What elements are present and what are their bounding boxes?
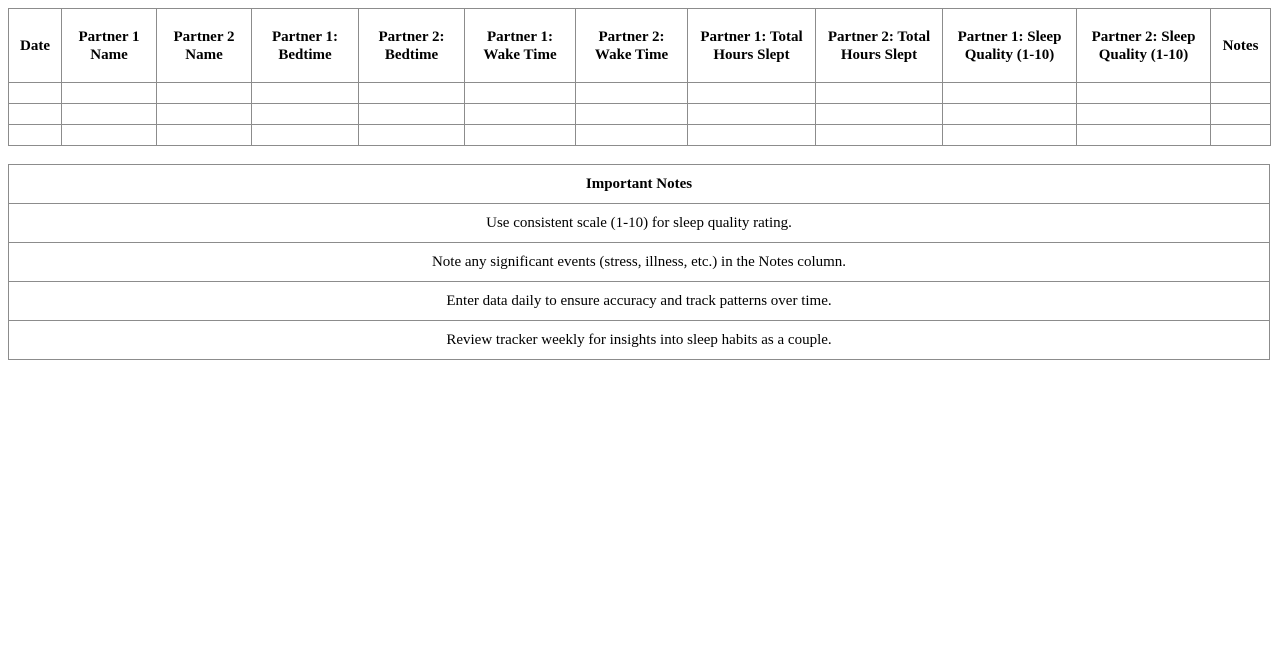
table-cell[interactable] [1077, 125, 1211, 146]
table-cell[interactable] [9, 83, 62, 104]
table-cell[interactable] [1211, 125, 1271, 146]
table-row [9, 125, 1271, 146]
table-cell[interactable] [252, 83, 359, 104]
header-notes: Notes [1211, 9, 1271, 83]
table-cell[interactable] [1077, 83, 1211, 104]
table-cell[interactable] [9, 104, 62, 125]
table-cell[interactable] [157, 104, 252, 125]
sleep-tracker-table [8, 8, 1271, 146]
list-item [9, 321, 1270, 360]
table-cell[interactable] [943, 83, 1077, 104]
table-cell[interactable] [157, 83, 252, 104]
table-cell[interactable] [359, 83, 465, 104]
header-partner2-name: Partner 2 Name [157, 9, 252, 83]
header-partner2-total-hours: Partner 2: Total Hours Slept [816, 9, 943, 83]
list-item [9, 204, 1270, 243]
table-cell[interactable] [688, 125, 816, 146]
header-partner2-bedtime: Partner 2: Bedtime [359, 9, 465, 83]
table-cell[interactable] [1077, 104, 1211, 125]
table-row [9, 83, 1271, 104]
note-text: Review tracker weekly for insights into sleep habits as a couple. [9, 321, 1270, 360]
table-cell[interactable] [252, 125, 359, 146]
list-item [9, 282, 1270, 321]
header-partner2-wake-time: Partner 2: Wake Time [576, 9, 688, 83]
notes-title: Important Notes [9, 165, 1270, 204]
header-partner1-wake-time: Partner 1: Wake Time [465, 9, 576, 83]
table-cell[interactable] [688, 83, 816, 104]
table-cell[interactable] [576, 104, 688, 125]
table-cell[interactable] [9, 125, 62, 146]
table-cell[interactable] [576, 125, 688, 146]
table-cell[interactable] [1211, 104, 1271, 125]
header-partner1-total-hours: Partner 1: Total Hours Slept [688, 9, 816, 83]
header-partner1-sleep-quality: Partner 1: Sleep Quality (1-10) [943, 9, 1077, 83]
table-cell[interactable] [943, 104, 1077, 125]
table-cell[interactable] [816, 104, 943, 125]
page-content [8, 8, 1270, 360]
table-cell[interactable] [465, 125, 576, 146]
table-cell[interactable] [688, 104, 816, 125]
table-cell[interactable] [62, 125, 157, 146]
table-cell[interactable] [576, 83, 688, 104]
list-item [9, 243, 1270, 282]
table-row [9, 104, 1271, 125]
table-cell[interactable] [62, 104, 157, 125]
table-cell[interactable] [816, 83, 943, 104]
table-cell[interactable] [1211, 83, 1271, 104]
table-cell[interactable] [252, 104, 359, 125]
header-partner1-name: Partner 1 Name [62, 9, 157, 83]
table-cell[interactable] [62, 83, 157, 104]
note-text: Enter data daily to ensure accuracy and track patterns over time. [9, 282, 1270, 321]
table-cell[interactable] [359, 125, 465, 146]
table-cell[interactable] [943, 125, 1077, 146]
table-cell[interactable] [157, 125, 252, 146]
table-cell[interactable] [465, 104, 576, 125]
notes-header-row [9, 165, 1270, 204]
tracker-header-row [9, 9, 1271, 83]
table-cell[interactable] [465, 83, 576, 104]
header-partner2-sleep-quality: Partner 2: Sleep Quality (1-10) [1077, 9, 1211, 83]
important-notes-table [8, 164, 1270, 360]
header-date: Date [9, 9, 62, 83]
table-cell[interactable] [359, 104, 465, 125]
note-text: Use consistent scale (1-10) for sleep quality rating. [9, 204, 1270, 243]
table-cell[interactable] [816, 125, 943, 146]
header-partner1-bedtime: Partner 1: Bedtime [252, 9, 359, 83]
note-text: Note any significant events (stress, illness, etc.) in the Notes column. [9, 243, 1270, 282]
